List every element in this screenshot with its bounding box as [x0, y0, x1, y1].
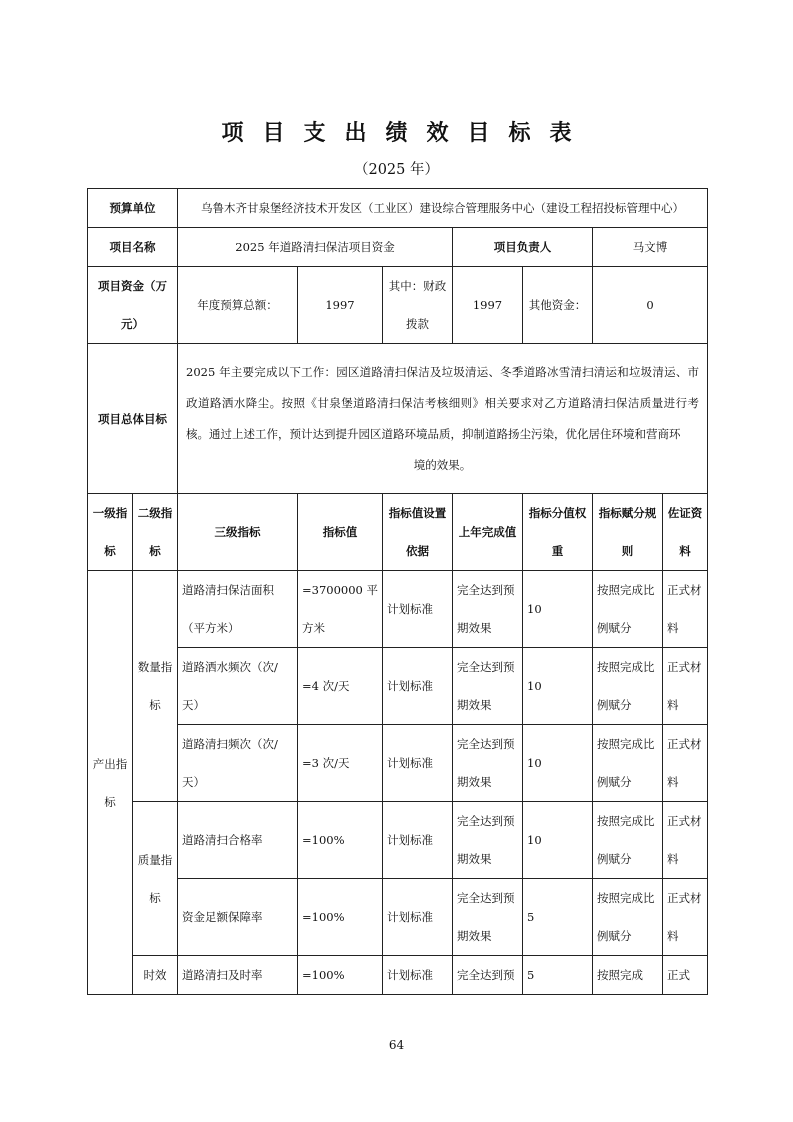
row-evidence: 正式材料 — [663, 802, 708, 879]
header-evidence: 佐证资料 — [663, 494, 708, 571]
row-value: =4 次/天 — [298, 648, 383, 725]
row-last: 完全达到预期效果 — [453, 879, 523, 956]
row-rule: 按照完成比例赋分 — [593, 879, 663, 956]
row-basis: 计划标准 — [383, 879, 453, 956]
level2-quality: 质量指标 — [133, 802, 178, 956]
goal-text-end: 境的效果。 — [413, 457, 472, 472]
row-weight: 5 — [523, 956, 593, 995]
header-level2: 二级指标 — [133, 494, 178, 571]
row-l3: 道路清扫频次（次/天） — [178, 725, 298, 802]
header-level3: 三级指标 — [178, 494, 298, 571]
row-value: =100% — [298, 879, 383, 956]
table-row — [88, 648, 708, 725]
funds-label: 项目资金（万元） — [88, 267, 178, 344]
row-last: 完全达到预期效果 — [453, 725, 523, 802]
header-value: 指标值 — [298, 494, 383, 571]
unit-value: 乌鲁木齐甘泉堡经济技术开发区（工业区）建设综合管理服务中心（建设工程招投标管理中心） — [178, 189, 708, 228]
page-number: 64 — [388, 1038, 405, 1052]
row-last: 完全达到预 — [453, 956, 523, 995]
table-row — [88, 879, 708, 956]
performance-table — [87, 188, 708, 995]
header-last-year: 上年完成值 — [453, 494, 523, 571]
row-l3: 资金足额保障率 — [178, 879, 298, 956]
other-label: 其他资金： — [523, 267, 593, 344]
row-weight: 10 — [523, 725, 593, 802]
row-value: =3700000 平方米 — [298, 571, 383, 648]
table-row — [88, 725, 708, 802]
row-evidence: 正式材料 — [663, 648, 708, 725]
row-basis: 计划标准 — [383, 956, 453, 995]
table-row — [88, 802, 708, 879]
row-last: 完全达到预期效果 — [453, 802, 523, 879]
row-l3: 道路清扫保洁面积（平方米） — [178, 571, 298, 648]
row-value: =3 次/天 — [298, 725, 383, 802]
goal-text-main: 2025 年主要完成以下工作：园区道路清扫保洁及垃圾清运、冬季道路冰雪清扫清运和垃圾清运、市政道路洒水降尘。按照《甘泉堡道路清扫保洁考核细则》相关要求对乙方道路清扫保洁质量进行考核。通过上述工作，预计达到提升园区道路环境品质，抑制道路扬尘污染，优化居住环境和营商环 — [186, 364, 700, 441]
row-weight: 10 — [523, 571, 593, 648]
unit-label: 预算单位 — [88, 189, 178, 228]
row-evidence: 正式 — [663, 956, 708, 995]
table-row — [88, 571, 708, 648]
row-weight: 5 — [523, 879, 593, 956]
row-value: =100% — [298, 802, 383, 879]
row-basis: 计划标准 — [383, 571, 453, 648]
row-l3: 道路清扫合格率 — [178, 802, 298, 879]
header-level1: 一级指标 — [88, 494, 133, 571]
row-basis: 计划标准 — [383, 648, 453, 725]
header-rule: 指标赋分规则 — [593, 494, 663, 571]
row-last: 完全达到预期效果 — [453, 648, 523, 725]
row-rule: 按照完成比例赋分 — [593, 725, 663, 802]
row-basis: 计划标准 — [383, 802, 453, 879]
goal-label: 项目总体目标 — [88, 344, 178, 494]
row-rule: 按照完成比例赋分 — [593, 802, 663, 879]
row-rule: 按照完成 — [593, 956, 663, 995]
table-row — [88, 956, 708, 995]
row-last: 完全达到预期效果 — [453, 571, 523, 648]
leader-label: 项目负责人 — [453, 228, 593, 267]
header-basis: 指标值设置依据 — [383, 494, 453, 571]
level1-output: 产出指标 — [88, 571, 133, 995]
fiscal-label: 其中：财政拨款 — [383, 267, 453, 344]
row-l3: 道路清扫及时率 — [178, 956, 298, 995]
page-subtitle: （2025 年） — [353, 162, 439, 178]
row-rule: 按照完成比例赋分 — [593, 648, 663, 725]
level2-quantity: 数量指标 — [133, 571, 178, 802]
fiscal-value: 1997 — [453, 267, 523, 344]
row-evidence: 正式材料 — [663, 879, 708, 956]
row-evidence: 正式材料 — [663, 725, 708, 802]
row-evidence: 正式材料 — [663, 571, 708, 648]
header-weight: 指标分值权重 — [523, 494, 593, 571]
goal-text — [178, 344, 708, 494]
project-name-value: 2025 年道路清扫保洁项目资金 — [178, 228, 453, 267]
row-basis: 计划标准 — [383, 725, 453, 802]
annual-budget-value: 1997 — [298, 267, 383, 344]
other-value: 0 — [593, 267, 708, 344]
row-l3: 道路洒水频次（次/天） — [178, 648, 298, 725]
row-value: =100% — [298, 956, 383, 995]
leader-value: 马文博 — [593, 228, 708, 267]
row-weight: 10 — [523, 802, 593, 879]
project-name-label: 项目名称 — [88, 228, 178, 267]
row-weight: 10 — [523, 648, 593, 725]
annual-budget-label: 年度预算总额： — [178, 267, 298, 344]
level2-timeliness: 时效 — [133, 956, 178, 995]
page-title: 项目支出绩效目标表 — [221, 120, 591, 146]
row-rule: 按照完成比例赋分 — [593, 571, 663, 648]
